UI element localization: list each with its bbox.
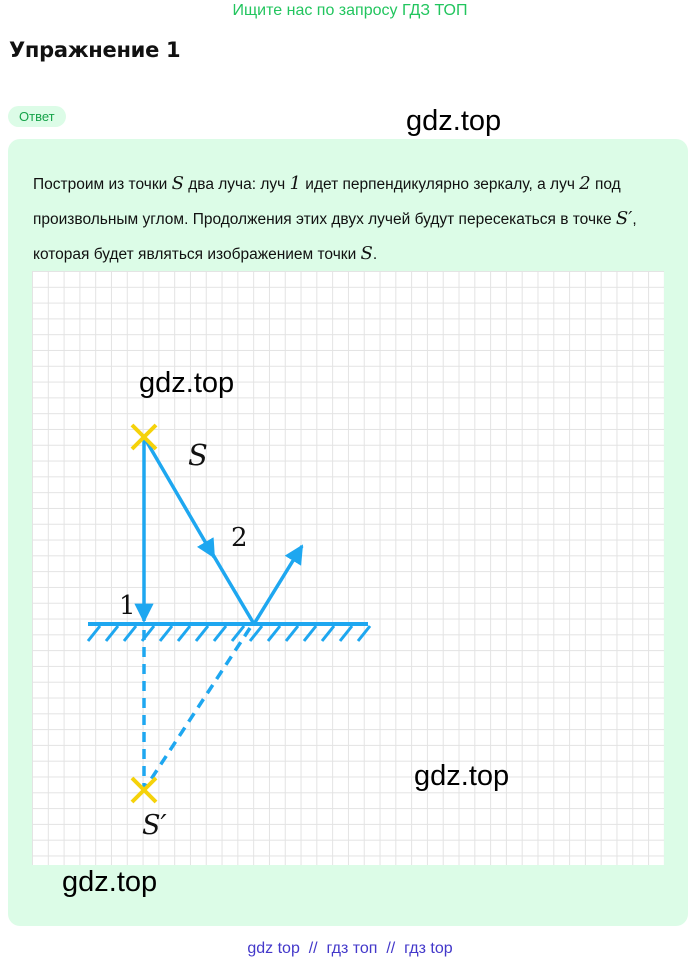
watermark: gdz.top (139, 367, 235, 399)
point-s-prime-marker (132, 778, 156, 802)
footer-separator: // (308, 940, 318, 957)
text-part: идет перпендикулярно зеркалу, а луч (301, 176, 580, 193)
mirror-hatching (88, 626, 370, 641)
footer-link-1[interactable]: gdz top (247, 940, 300, 957)
label-s: S (188, 438, 208, 472)
math-symbol: S′ (615, 208, 633, 229)
math-symbol: S (360, 243, 373, 264)
ray-2-extension (144, 628, 250, 790)
label-ray-2: 2 (231, 523, 248, 553)
text-part: Построим из точки (33, 176, 172, 193)
watermark: gdz.top (414, 760, 510, 792)
text-part: . (372, 246, 378, 263)
ray-2-incident (212, 553, 254, 624)
math-symbol: 2 (579, 173, 591, 194)
reflected-ray (254, 546, 302, 624)
footer-link-2[interactable]: гдз топ (326, 940, 378, 957)
label-ray-1: 1 (119, 591, 136, 621)
answer-badge: Ответ (8, 106, 66, 127)
text-part: под произвольным углом. Продолжения этих двух лучей будут пересекаться в точке (33, 176, 621, 228)
top-banner[interactable]: Ищите нас по запросу ГДЗ ТОП (232, 2, 468, 19)
math-symbol: S (171, 173, 184, 194)
text-part: , которая будет являться изображением точки (33, 211, 637, 263)
exercise-title: Упражнение 1 (9, 38, 181, 62)
watermark: gdz.top (62, 866, 158, 898)
footer-links (0, 940, 700, 958)
footer-link-3[interactable]: гдз top (404, 940, 453, 957)
footer-separator: // (386, 940, 396, 957)
label-s-prime: S′ (142, 810, 167, 841)
math-symbol: 1 (289, 173, 301, 194)
text-part: два луча: луч (183, 176, 290, 193)
watermark: gdz.top (406, 105, 502, 137)
